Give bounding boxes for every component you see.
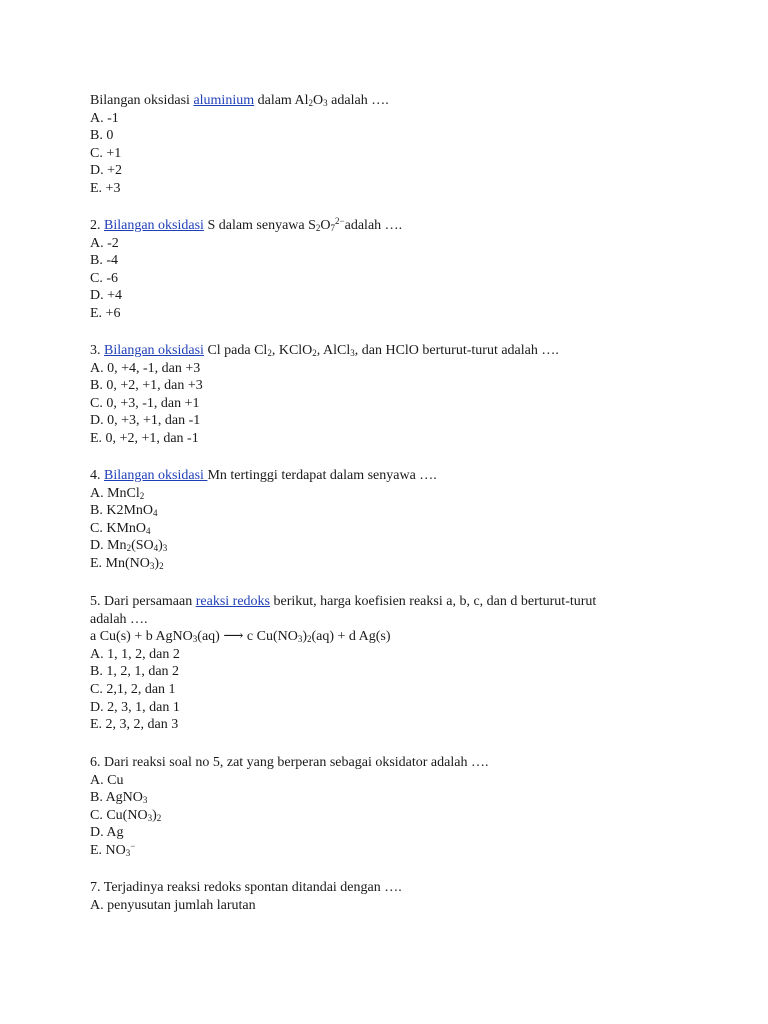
text-segment: A. MnCl xyxy=(90,485,140,501)
question-4 xyxy=(90,467,690,573)
text-segment: berikut, harga koefisien reaksi a, b, c, dan d berturut-turut xyxy=(270,594,597,609)
question-1-option-e xyxy=(90,180,690,198)
text-segment: (SO xyxy=(131,538,154,554)
question-3-option-a xyxy=(90,360,690,378)
text-segment: Cl pada Cl xyxy=(203,343,268,358)
question-2-option-d xyxy=(90,287,690,305)
text-segment: (aq) + d Ag(s) xyxy=(311,629,391,645)
text-segment: C. 2,1, 2, dan 1 xyxy=(90,681,176,697)
text-segment: C. Cu(NO xyxy=(90,807,148,823)
question-3 xyxy=(90,342,690,448)
text-segment: B. 1, 2, 1, dan 2 xyxy=(90,664,180,680)
text-segment: D. Ag xyxy=(90,825,124,841)
question-3-stem xyxy=(90,342,690,360)
link-bilangan-oksidasi[interactable]: Bilangan oksidasi xyxy=(104,468,208,483)
subscript: 3 xyxy=(323,98,328,108)
subscript: 2 xyxy=(315,223,321,233)
text-segment: C. 0, +3, -1, dan +1 xyxy=(90,395,200,411)
text-segment: ) xyxy=(302,629,307,645)
question-2-option-e xyxy=(90,305,690,323)
text-segment: S dalam senyawa S xyxy=(203,218,316,233)
text-segment: 2. xyxy=(90,218,104,233)
text-segment: A. 1, 1, 2, dan 2 xyxy=(90,646,180,662)
question-6-stem xyxy=(90,754,690,772)
subscript: 3 xyxy=(142,795,148,806)
text-segment: , KClO xyxy=(271,343,313,358)
subscript: 2 xyxy=(267,348,272,358)
question-5-option-c xyxy=(90,681,690,699)
question-4-option-d xyxy=(90,537,690,555)
question-4-option-a xyxy=(90,485,690,503)
text-segment: D. Mn xyxy=(90,538,127,554)
text-segment: , dan HClO berturut-turut adalah …. xyxy=(354,343,559,358)
question-1-option-d xyxy=(90,162,690,180)
text-segment: ) xyxy=(158,538,163,554)
subscript: 2 xyxy=(308,98,314,108)
question-4-option-c xyxy=(90,520,690,538)
text-segment: 6. Dari reaksi soal no 5, zat yang berperan sebagai oksidator adalah …. xyxy=(90,755,489,770)
subscript: 2 xyxy=(312,348,317,358)
subscript: 7 xyxy=(330,223,336,233)
text-segment: A. 0, +4, -1, dan +3 xyxy=(90,360,201,376)
question-5-stem xyxy=(90,593,690,611)
subscript: 3 xyxy=(350,348,355,358)
text-segment: adalah …. xyxy=(90,611,148,627)
question-5-option-e xyxy=(90,716,690,734)
subscript: 2 xyxy=(126,543,132,554)
text-segment: , AlCl xyxy=(316,343,351,358)
question-5-option-a xyxy=(90,646,690,664)
text-segment: C. KMnO xyxy=(90,520,147,536)
subscript: 2 xyxy=(307,634,312,645)
question-2-stem xyxy=(90,217,690,235)
text-segment: B. 0 xyxy=(90,128,114,144)
text-segment: D. +2 xyxy=(90,163,123,179)
subscript: 4 xyxy=(153,543,159,554)
subscript: 2 xyxy=(156,812,162,823)
text-segment: B. K2MnO xyxy=(90,503,154,519)
question-5-option-b xyxy=(90,663,690,681)
subscript: 3 xyxy=(149,560,155,571)
text-segment: Mn tertinggi terdapat dalam senyawa …. xyxy=(207,468,437,483)
question-2-option-a xyxy=(90,235,690,253)
question-2-option-c xyxy=(90,270,690,288)
question-6 xyxy=(90,754,690,860)
text-segment: ) xyxy=(154,555,160,571)
text-segment: A. penyusutan jumlah larutan xyxy=(90,897,256,913)
text-segment: E. Mn(NO xyxy=(90,555,150,571)
text-segment: D. 0, +3, +1, dan -1 xyxy=(90,413,201,429)
question-3-option-d xyxy=(90,412,690,430)
question-6-option-b xyxy=(90,789,690,807)
question-7 xyxy=(90,879,690,914)
question-2-option-b xyxy=(90,252,690,270)
text-segment: C. -6 xyxy=(90,270,118,286)
question-4-stem xyxy=(90,467,690,485)
subscript: 3 xyxy=(162,543,168,554)
text-segment: 5. Dari persamaan xyxy=(90,594,196,609)
subscript: 2 xyxy=(139,490,145,501)
subscript: 3 xyxy=(297,634,303,645)
question-3-option-c xyxy=(90,395,690,413)
text-segment: 7. Terjadinya reaksi redoks spontan ditandai dengan …. xyxy=(90,880,402,895)
superscript: − xyxy=(130,840,136,851)
text-segment: C. +1 xyxy=(90,145,122,161)
question-5-option-d xyxy=(90,699,690,717)
question-1-option-c xyxy=(90,145,690,163)
text-segment: O xyxy=(320,218,331,233)
question-3-option-e xyxy=(90,430,690,448)
question-3-option-b xyxy=(90,377,690,395)
question-1 xyxy=(90,92,690,198)
text-segment: (aq) ⟶ c Cu(NO xyxy=(197,629,298,645)
question-1-option-a xyxy=(90,110,690,128)
text-segment: 3. xyxy=(90,343,104,358)
superscript: 2− xyxy=(335,216,345,226)
text-segment: O xyxy=(313,93,324,108)
text-segment: E. 2, 3, 2, dan 3 xyxy=(90,717,179,733)
text-segment: E. NO xyxy=(90,842,126,858)
subscript: 3 xyxy=(192,634,198,645)
text-segment: B. AgNO xyxy=(90,790,143,806)
question-5-stem-continued xyxy=(90,611,690,629)
question-7-stem xyxy=(90,879,690,897)
question-4-option-b xyxy=(90,502,690,520)
link-aluminium[interactable]: aluminium xyxy=(193,93,255,108)
text-segment: a Cu(s) + b AgNO xyxy=(90,629,193,645)
text-segment: D. +4 xyxy=(90,288,123,304)
subscript: 3 xyxy=(125,847,131,858)
question-1-stem xyxy=(90,92,690,110)
question-1-option-b xyxy=(90,127,690,145)
question-6-option-e xyxy=(90,842,690,860)
question-4-option-e xyxy=(90,555,690,573)
link-bilangan-oksidasi[interactable]: Bilangan oksidasi xyxy=(104,218,204,233)
link-bilangan-oksidasi[interactable]: Bilangan oksidasi xyxy=(104,343,204,358)
question-2 xyxy=(90,217,690,323)
text-segment: dalam Al xyxy=(254,93,309,108)
question-6-option-a xyxy=(90,772,690,790)
text-segment: D. 2, 3, 1, dan 1 xyxy=(90,699,180,715)
subscript: 3 xyxy=(147,812,153,823)
link-reaksi-redoks[interactable]: reaksi redoks xyxy=(195,594,270,609)
text-segment: Bilangan oksidasi xyxy=(90,93,194,108)
text-segment: ) xyxy=(152,807,157,823)
subscript: 2 xyxy=(159,560,164,571)
subscript: 4 xyxy=(146,525,151,536)
text-segment: E. +6 xyxy=(90,305,121,321)
text-segment: A. -1 xyxy=(90,110,119,126)
text-segment: B. 0, +2, +1, dan +3 xyxy=(90,378,203,394)
question-7-option-a xyxy=(90,897,690,915)
text-segment: adalah …. xyxy=(344,218,403,233)
text-segment: A. -2 xyxy=(90,235,119,251)
question-6-option-c xyxy=(90,807,690,825)
text-segment: B. -4 xyxy=(90,253,118,269)
text-segment: E. +3 xyxy=(90,180,121,196)
text-segment: A. Cu xyxy=(90,772,124,788)
text-segment: 4. xyxy=(90,468,104,483)
question-6-option-d xyxy=(90,824,690,842)
text-segment: E. 0, +2, +1, dan -1 xyxy=(90,430,199,446)
text-segment: adalah …. xyxy=(327,93,389,108)
question-5-equation xyxy=(90,628,690,646)
question-5 xyxy=(90,593,690,734)
subscript: 4 xyxy=(153,508,158,519)
